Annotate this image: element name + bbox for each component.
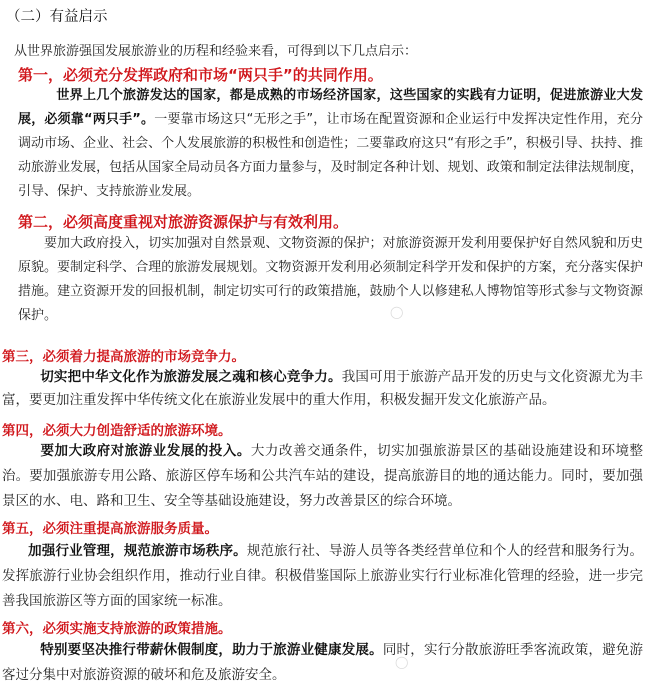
point-5-paragraph: [2, 539, 643, 614]
point-4-lead: 要加大政府对旅游业发展的投入。: [40, 443, 251, 459]
point-6-heading: 第六，必须实施支持旅游的政策措施。: [2, 621, 232, 637]
point-2-paragraph: [18, 232, 643, 328]
section-title: （二）有益启示: [6, 9, 108, 25]
point-1-lead: 世界上几个旅游发达的国家，都是成熟的市场经济国家，这些国家的实践有力证明，促进旅游业大发展，必须靠“两只手”。: [18, 88, 643, 127]
point-3-heading: 第三，必须着力提高旅游的市场竞争力。: [2, 349, 245, 365]
point-1-paragraph: [18, 84, 643, 204]
point-4-body: 大力改善交通条件，切实加强旅游景区的基础设施建设和环境整治。要加强旅游专用公路、旅游区停车场和公共汽车站的建设，提高旅游目的地的通达能力。同时，要加强景区的水、电、路和卫生、安全等基础设施建设，努力改善景区的综合环境。: [2, 443, 644, 509]
point-2-heading: 第二，必须高度重视对旅游资源保护与有效利用。: [18, 213, 349, 231]
point-5-heading: 第五，必须注重提高旅游服务质量。: [2, 521, 218, 537]
point-3-paragraph: [2, 366, 643, 412]
point-5-body: 规范旅行社、导游人员等各类经营单位和个人的经营和服务行为。发挥旅游行业协会组织作用，推动行业自律。积极借鉴国际上旅游业实行行业标准化管理的经验，进一步完善我国旅游区等方面的国家统一标准。: [2, 543, 644, 609]
point-6-paragraph: [2, 638, 643, 688]
point-6-lead: 特别要坚决推行带薪休假制度，助力于旅游业健康发展。: [40, 642, 383, 658]
point-5-lead: 加强行业管理，规范旅游市场秩序。: [28, 543, 247, 559]
point-3-body: 我国可用于旅游产品开发的历史与文化资源尤为丰富，要更加注重发挥中华传统文化在旅游业发展中的重大作用，积极发掘开发文化旅游产品。: [2, 369, 644, 408]
point-3-lead: 切实把中华文化作为旅游发展之魂和核心竞争力。: [40, 369, 342, 385]
intro-text: 从世界旅游强国发展旅游业的历程和经验来看，可得到以下几点启示：: [14, 44, 418, 59]
point-6-body: 同时，实行分散旅游旺季客流政策，避免游客过分集中对旅游资源的破坏和危及旅游安全。: [2, 642, 644, 683]
point-1-heading: 第一，必须充分发挥政府和市场“两只手”的共同作用。: [18, 66, 383, 84]
point-1-body: 一要靠市场这只“无形之手”，让市场在配置资源和企业运行中发挥决定性作用，充分调动市场、企业、社会、个人发展旅游的积极性和创造性；二要靠政府这只“有形之手”，积极引导、扶持、推动旅游业发展，包括从国家全局动员各方面力量参与，及时制定各种计划、规划、政策和制定法律法规制度，引导、保护、支持旅游业发展。: [18, 112, 643, 199]
point-2-body: 要加大政府投入，切实加强对自然景观、文物资源的保护；对旅游资源开发利用要保护好自然风貌和历史原貌。要制定科学、合理的旅游发展规划。文物资源开发利用必须制定科学开发和保护的方案，充分落实保护措施。建立资源开发的回报机制，制定切实可行的政策措施，鼓励个人以修建私人博物馆等形式参与文物资源保护。: [18, 236, 643, 323]
point-4-paragraph: [2, 439, 643, 514]
watermark-mark: ◯: [390, 305, 404, 319]
watermark-mark: ◯: [395, 655, 409, 669]
point-4-heading: 第四，必须大力创造舒适的旅游环境。: [2, 423, 232, 439]
